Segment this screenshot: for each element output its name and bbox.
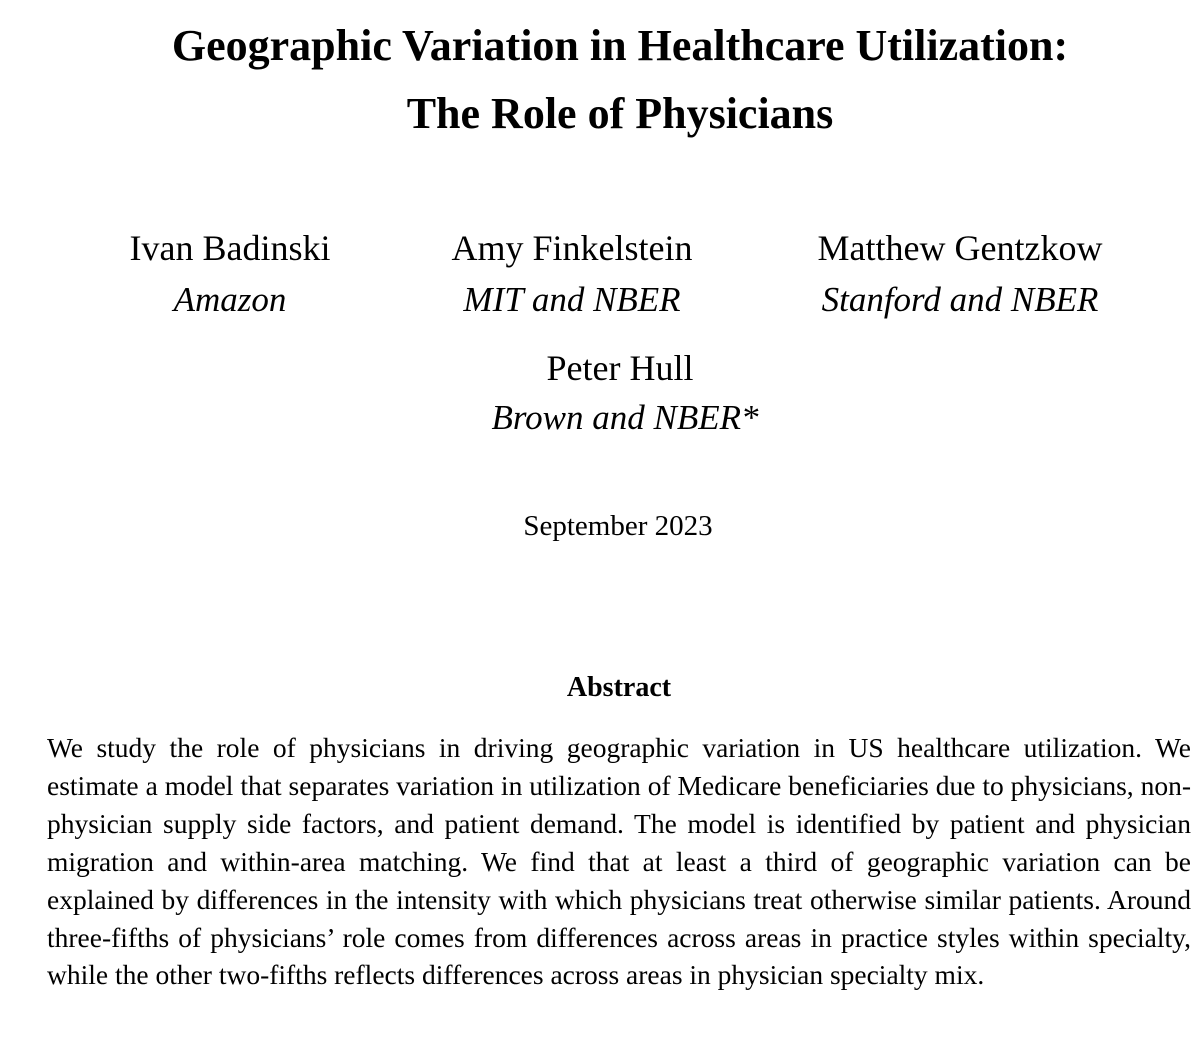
author-name-1: Ivan Badinski [129,228,331,268]
abstract-text: We study the role of physicians in driving geographic variation in US healthcare utilization. We estimate a model that separates variation in utilization of Medicare beneficiaries due to physicians, non-physician supply side factors, and patient demand. The model is identified by patient and physician migration and within-area matching. We find that at least a third of geographic variation can be explained by differences in the intensity with which physicians treat otherwise similar patients. Around three-fifths of physicians’ role comes from differences across areas in practice styles within specialty, while the other two-fifths reflects differences across areas in physician specialty mix. [47,732,1191,991]
publication-date: September 2023 [523,510,713,542]
author-affiliation-2: MIT and NBER [463,280,681,319]
paper-title-line-1: Geographic Variation in Healthcare Utilization: [171,21,1069,70]
author-name-2: Amy Finkelstein [451,228,693,268]
author-affiliation-3: Stanford and NBER [821,280,1099,319]
author-affiliation-4: Brown and NBER* [491,398,759,437]
abstract-heading: Abstract [566,672,672,703]
author-name-3: Matthew Gentzkow [817,228,1103,268]
author-name-4: Peter Hull [546,348,694,388]
author-affiliation-1: Amazon [173,280,287,319]
paper-title-line-2: The Role of Physicians [406,89,834,138]
